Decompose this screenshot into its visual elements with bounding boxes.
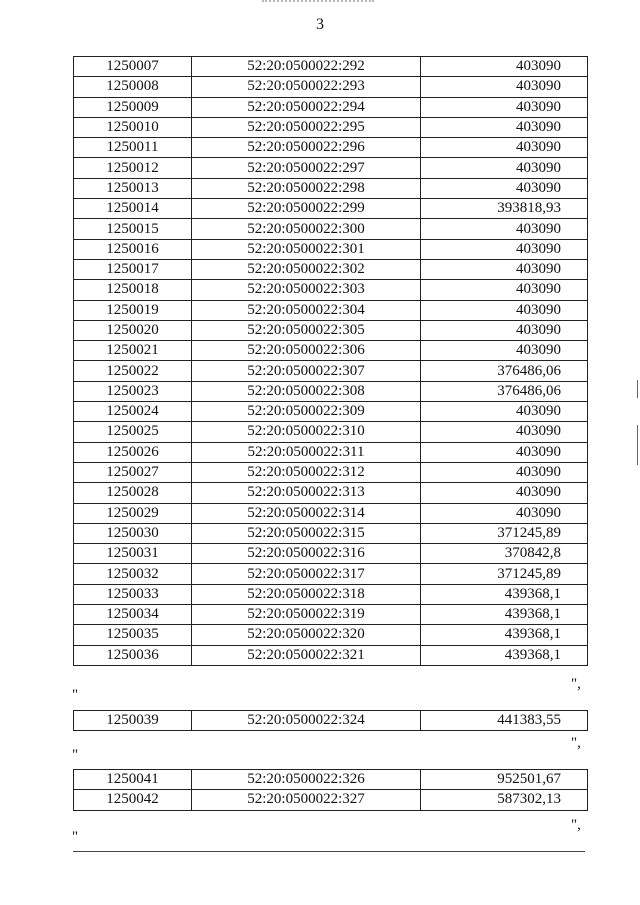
cadastral-number-cell: 52:20:0500022:297 <box>192 158 421 178</box>
table-row <box>74 442 588 462</box>
parcel-number-cell: 1250034 <box>74 605 192 625</box>
parcel-number-cell: 1250026 <box>74 442 192 462</box>
table-row <box>74 57 588 77</box>
table-row <box>74 158 588 178</box>
cadastral-number-cell: 52:20:0500022:305 <box>192 320 421 340</box>
parcel-number-cell: 1250036 <box>74 645 192 665</box>
parcel-number-cell: 1250007 <box>74 57 192 77</box>
table-row <box>74 300 588 320</box>
cadastral-value-cell: 403090 <box>421 462 588 482</box>
parcel-number-cell: 1250022 <box>74 361 192 381</box>
table-row <box>74 544 588 564</box>
parcel-number-cell: 1250027 <box>74 462 192 482</box>
parcel-number-cell: 1250014 <box>74 199 192 219</box>
cadastral-value-cell: 371245,89 <box>421 523 588 543</box>
cadastral-value-cell: 376486,06 <box>421 381 588 401</box>
cadastral-value-cell: 403090 <box>421 341 588 361</box>
cadastral-value-cell: 403090 <box>421 158 588 178</box>
cadastral-value-cell: 371245,89 <box>421 564 588 584</box>
cadastral-number-cell: 52:20:0500022:292 <box>192 57 421 77</box>
table-row <box>74 239 588 259</box>
parcel-number-cell: 1250042 <box>74 790 192 810</box>
cadastral-number-cell: 52:20:0500022:311 <box>192 442 421 462</box>
cadastral-number-cell: 52:20:0500022:301 <box>192 239 421 259</box>
cadastral-value-cell: 439368,1 <box>421 625 588 645</box>
parcel-number-cell: 1250013 <box>74 178 192 198</box>
cadastral-number-cell: 52:20:0500022:316 <box>192 544 421 564</box>
cadastral-number-cell: 52:20:0500022:314 <box>192 503 421 523</box>
scan-edge-mark <box>637 425 638 465</box>
table-row <box>74 584 588 604</box>
parcel-number-cell: 1250017 <box>74 259 192 279</box>
handwritten-mark <box>262 0 374 10</box>
cadastral-value-cell: 403090 <box>421 300 588 320</box>
cadastral-number-cell: 52:20:0500022:294 <box>192 97 421 117</box>
table-row <box>74 462 588 482</box>
parcel-number-cell: 1250019 <box>74 300 192 320</box>
table-row <box>74 770 588 790</box>
cadastral-number-cell: 52:20:0500022:319 <box>192 605 421 625</box>
cadastral-number-cell: 52:20:0500022:327 <box>192 790 421 810</box>
scan-edge-mark <box>637 380 638 398</box>
table-row <box>74 711 588 731</box>
parcel-number-cell: 1250018 <box>74 280 192 300</box>
cadastral-value-cell: 403090 <box>421 442 588 462</box>
cadastral-number-cell: 52:20:0500022:310 <box>192 422 421 442</box>
cadastral-value-cell: 439368,1 <box>421 645 588 665</box>
cadastral-number-cell: 52:20:0500022:317 <box>192 564 421 584</box>
table-row <box>74 402 588 422</box>
closing-quote-mark: ", <box>571 676 581 692</box>
table-row <box>74 138 588 158</box>
cadastral-value-cell: 403090 <box>421 320 588 340</box>
cadastral-table-main <box>73 56 588 666</box>
cadastral-value-cell: 403090 <box>421 239 588 259</box>
cadastral-value-cell: 403090 <box>421 138 588 158</box>
cadastral-value-cell: 403090 <box>421 97 588 117</box>
parcel-number-cell: 1250008 <box>74 77 192 97</box>
cadastral-number-cell: 52:20:0500022:326 <box>192 770 421 790</box>
cadastral-number-cell: 52:20:0500022:313 <box>192 483 421 503</box>
table-row <box>74 625 588 645</box>
table-row <box>74 259 588 279</box>
cadastral-number-cell: 52:20:0500022:295 <box>192 117 421 137</box>
table-row <box>74 483 588 503</box>
cadastral-value-cell: 439368,1 <box>421 584 588 604</box>
parcel-number-cell: 1250023 <box>74 381 192 401</box>
parcel-number-cell: 1250011 <box>74 138 192 158</box>
cadastral-number-cell: 52:20:0500022:302 <box>192 259 421 279</box>
cadastral-number-cell: 52:20:0500022:293 <box>192 77 421 97</box>
table-row <box>74 523 588 543</box>
cadastral-value-cell: 403090 <box>421 402 588 422</box>
parcel-number-cell: 1250015 <box>74 219 192 239</box>
cadastral-value-cell: 393818,93 <box>421 199 588 219</box>
parcel-number-cell: 1250020 <box>74 320 192 340</box>
cadastral-number-cell: 52:20:0500022:321 <box>192 645 421 665</box>
table-row <box>74 117 588 137</box>
table-row <box>74 503 588 523</box>
cadastral-value-cell: 376486,06 <box>421 361 588 381</box>
cadastral-value-cell: 441383,55 <box>421 711 588 731</box>
cadastral-table-second <box>73 710 588 731</box>
cadastral-number-cell: 52:20:0500022:298 <box>192 178 421 198</box>
parcel-number-cell: 1250031 <box>74 544 192 564</box>
table-row <box>74 199 588 219</box>
parcel-number-cell: 1250035 <box>74 625 192 645</box>
parcel-number-cell: 1250010 <box>74 117 192 137</box>
opening-quote-mark: " <box>72 687 79 703</box>
table-row <box>74 645 588 665</box>
parcel-number-cell: 1250016 <box>74 239 192 259</box>
cadastral-number-cell: 52:20:0500022:318 <box>192 584 421 604</box>
cadastral-value-cell: 403090 <box>421 178 588 198</box>
cadastral-number-cell: 52:20:0500022:299 <box>192 199 421 219</box>
parcel-number-cell: 1250009 <box>74 97 192 117</box>
table-row <box>74 320 588 340</box>
table-row <box>74 341 588 361</box>
cadastral-number-cell: 52:20:0500022:309 <box>192 402 421 422</box>
table-row <box>74 564 588 584</box>
parcel-number-cell: 1250032 <box>74 564 192 584</box>
cadastral-number-cell: 52:20:0500022:296 <box>192 138 421 158</box>
parcel-number-cell: 1250030 <box>74 523 192 543</box>
cadastral-number-cell: 52:20:0500022:304 <box>192 300 421 320</box>
cadastral-number-cell: 52:20:0500022:315 <box>192 523 421 543</box>
cadastral-number-cell: 52:20:0500022:300 <box>192 219 421 239</box>
table-row <box>74 381 588 401</box>
parcel-number-cell: 1250029 <box>74 503 192 523</box>
cadastral-number-cell: 52:20:0500022:308 <box>192 381 421 401</box>
opening-quote-mark: " <box>72 747 79 763</box>
cadastral-number-cell: 52:20:0500022:303 <box>192 280 421 300</box>
cadastral-value-cell: 403090 <box>421 117 588 137</box>
cadastral-value-cell: 403090 <box>421 77 588 97</box>
cadastral-number-cell: 52:20:0500022:307 <box>192 361 421 381</box>
cadastral-number-cell: 52:20:0500022:324 <box>192 711 421 731</box>
table-row <box>74 790 588 810</box>
closing-quote-mark: ", <box>571 735 581 751</box>
cadastral-table-third <box>73 769 588 811</box>
table-row <box>74 280 588 300</box>
cadastral-value-cell: 439368,1 <box>421 605 588 625</box>
cadastral-value-cell: 403090 <box>421 422 588 442</box>
table-row <box>74 77 588 97</box>
table-row <box>74 97 588 117</box>
cadastral-value-cell: 952501,67 <box>421 770 588 790</box>
cadastral-value-cell: 403090 <box>421 280 588 300</box>
table-row <box>74 422 588 442</box>
cadastral-value-cell: 403090 <box>421 259 588 279</box>
cadastral-number-cell: 52:20:0500022:312 <box>192 462 421 482</box>
parcel-number-cell: 1250025 <box>74 422 192 442</box>
cadastral-value-cell: 403090 <box>421 503 588 523</box>
opening-quote-mark: " <box>72 829 79 845</box>
page-number: 3 <box>316 16 324 33</box>
parcel-number-cell: 1250041 <box>74 770 192 790</box>
cadastral-value-cell: 370842,8 <box>421 544 588 564</box>
closing-quote-mark: ", <box>571 817 581 833</box>
cadastral-value-cell: 403090 <box>421 219 588 239</box>
bottom-rule <box>73 851 585 852</box>
cadastral-value-cell: 587302,13 <box>421 790 588 810</box>
parcel-number-cell: 1250039 <box>74 711 192 731</box>
parcel-number-cell: 1250024 <box>74 402 192 422</box>
parcel-number-cell: 1250033 <box>74 584 192 604</box>
parcel-number-cell: 1250021 <box>74 341 192 361</box>
table-row <box>74 219 588 239</box>
table-row <box>74 605 588 625</box>
cadastral-number-cell: 52:20:0500022:320 <box>192 625 421 645</box>
parcel-number-cell: 1250028 <box>74 483 192 503</box>
table-row <box>74 178 588 198</box>
parcel-number-cell: 1250012 <box>74 158 192 178</box>
cadastral-number-cell: 52:20:0500022:306 <box>192 341 421 361</box>
cadastral-value-cell: 403090 <box>421 57 588 77</box>
table-row <box>74 361 588 381</box>
cadastral-value-cell: 403090 <box>421 483 588 503</box>
